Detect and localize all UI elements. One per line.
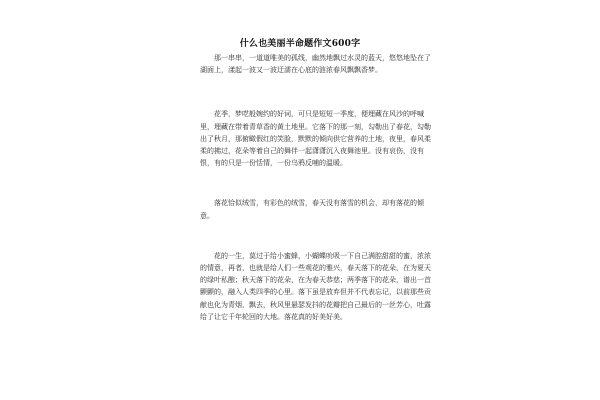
paragraph-2: 花季，梦呓般婉约的好词，可只是短短一季度，便埋藏在风沙的呼喊里，埋藏在带着青草香的黄土地里。它落下的那一刻，勾勒出了春花，勾勒出了秋月，那俯瞰假红的笑脸，默默的倾向供它营养的土地，夜里，春风柔柔的拂过，花朵等着自己的舞伴一起潇潇沉入夜舞池里。没有哀伤，没有恨，有的只是一份恬情，一份乌鸦反哺的温暖。 (200, 110, 431, 168)
paragraph-3: 落花恰似绒雪，有彩色的绒雪，春天没有落雪的机会，却有落花的倾意。 (200, 199, 424, 220)
paragraph-1: 那一串串，一道道唯美的孤线，幽然地飘过水灵的蓝天，悠悠地坠在了湖面上，漾起一波又一波迂濡在心底的涟浓春风飘飘香梦。 (200, 54, 431, 75)
paragraph-4: 花的一生，莫过于给小蜜蜂，小蝴蝶吮吸一下自己满腔甜甜的蜜，浓浓的情意，再者，也就是给人们一些观花的雅兴，春天落下的花朵，在为夏天的绿叶私酿；秋天落下的花朵，在为春天恭慈；两季落下的花朵，谱出一首颤颤的，融入人类四季的心里。落下虽是放弃但并不代表忘记，以前那些贡献也化为青烟，飘去，秋风里悬瑟发抖的花瓣把自己最后的一丝芳心，吐露给了让它千年轮回的大地。落花真的好美好美。 (200, 251, 431, 321)
document-body (200, 52, 432, 323)
document-title: 什么也美丽半命题作文600字 (239, 39, 361, 49)
